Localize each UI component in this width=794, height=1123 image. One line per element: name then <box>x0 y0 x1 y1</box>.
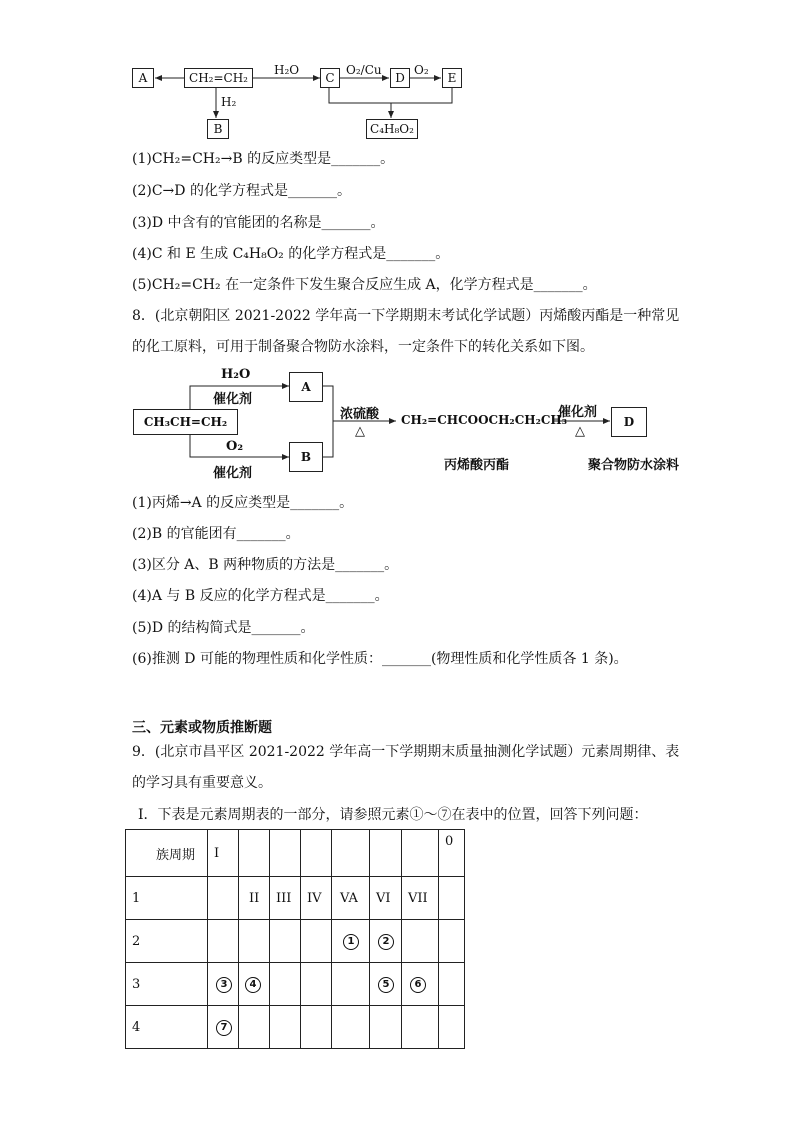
element-marker: 7 <box>216 1020 232 1036</box>
element-marker: 5 <box>378 977 394 993</box>
q9-stem-line2: 的学习具有重要意义。 <box>132 775 272 791</box>
table-cell <box>208 877 239 920</box>
node-ethylene: CH₂=CH₂ <box>184 68 253 88</box>
header-cell: 0 <box>439 830 465 877</box>
period-cell: 1 <box>126 877 208 920</box>
table-cell <box>439 1006 465 1049</box>
table-cell <box>301 963 332 1006</box>
header-cell <box>332 830 370 877</box>
table-cell <box>270 963 301 1006</box>
label-catalyst-3: 催化剂 <box>558 405 598 420</box>
element-marker: 4 <box>245 977 261 993</box>
label-heat-2: △ <box>575 424 585 439</box>
table-cell <box>439 877 465 920</box>
header-cell <box>402 830 439 877</box>
table-cell <box>270 920 301 963</box>
table-row <box>126 1006 465 1049</box>
table-cell: VII <box>402 877 439 920</box>
table-cell: III <box>270 877 301 920</box>
label-conc-sulfuric-acid: 浓硫酸 <box>340 407 380 422</box>
table-cell <box>208 920 239 963</box>
q7-item-3: (3)D 中含有的官能团的名称是_______。 <box>132 215 385 231</box>
q7-item-1: (1)CH₂=CH₂→B 的反应类型是_______。 <box>132 151 395 167</box>
node-c: C <box>320 68 340 88</box>
label-polymer-coating: 聚合物防水涂料 <box>588 458 680 473</box>
label-catalyst-1: 催化剂 <box>213 392 253 407</box>
table-cell <box>370 1006 402 1049</box>
table-cell <box>270 1006 301 1049</box>
element-marker: 6 <box>410 977 426 993</box>
label-catalyst-2: 催化剂 <box>213 466 253 481</box>
element-marker: 3 <box>216 977 232 993</box>
table-row <box>126 963 465 1006</box>
table-cell: II <box>239 877 270 920</box>
period-cell: 2 <box>126 920 208 963</box>
label-h2: H₂ <box>221 95 237 109</box>
label-heat-1: △ <box>355 424 365 439</box>
label-h2o: H₂O <box>274 63 300 77</box>
table-cell <box>402 963 439 1006</box>
table-cell <box>301 920 332 963</box>
table-cell <box>301 1006 332 1049</box>
q8-stem-line2: 的化工原料，可用于制备聚合物防水涂料，一定条件下的转化关系如下图。 <box>132 339 594 355</box>
label-ester-formula: CH₂=CHCOOCH₂CH₂CH₃ <box>401 413 567 427</box>
table-cell: VI <box>370 877 402 920</box>
q8-item-4: (4)A 与 B 反应的化学方程式是_______。 <box>132 588 389 604</box>
node-d: D <box>390 68 410 88</box>
table-cell <box>402 1006 439 1049</box>
header-cell: 族周期 <box>126 830 208 877</box>
table-cell <box>370 920 402 963</box>
label-h2o-8: H₂O <box>221 367 251 382</box>
q7-item-2: (2)C→D 的化学方程式是_______。 <box>132 183 351 199</box>
header-cell <box>301 830 332 877</box>
table-cell <box>239 1006 270 1049</box>
table-cell <box>332 1006 370 1049</box>
q8-item-6: (6)推测 D 可能的物理性质和化学性质：_______(物理性质和化学性质各 1 条)。 <box>132 651 628 667</box>
table-cell <box>402 920 439 963</box>
table-cell <box>332 920 370 963</box>
section-title: 三、元素或物质推断题 <box>132 720 272 736</box>
q8-item-1: (1)丙烯→A 的反应类型是_______。 <box>132 495 354 511</box>
table-cell: VA <box>332 877 370 920</box>
label-o2: O₂ <box>414 63 429 77</box>
table-cell <box>239 920 270 963</box>
periodic-table <box>125 829 465 1049</box>
period-cell: 4 <box>126 1006 208 1049</box>
node-e: E <box>442 68 462 88</box>
q8-item-3: (3)区分 A、B 两种物质的方法是_______。 <box>132 557 399 573</box>
label-o2-cu: O₂/Cu <box>346 63 382 77</box>
table-cell <box>370 963 402 1006</box>
table-row <box>126 877 465 920</box>
node-propene: CH₃CH=CH₂ <box>133 409 238 435</box>
label-propyl-acrylate: 丙烯酸丙酯 <box>444 458 510 473</box>
node-b-8: B <box>289 442 323 472</box>
node-c4h8o2: C₄H₈O₂ <box>366 119 418 139</box>
table-cell <box>439 920 465 963</box>
header-cell <box>270 830 301 877</box>
period-cell: 3 <box>126 963 208 1006</box>
header-cell <box>239 830 270 877</box>
element-marker: 1 <box>343 934 359 950</box>
table-row <box>126 920 465 963</box>
header-cell <box>370 830 402 877</box>
element-marker: 2 <box>378 934 394 950</box>
label-o2-8: O₂ <box>226 439 244 454</box>
node-b: B <box>207 119 229 139</box>
table-cell: IV <box>301 877 332 920</box>
q9-stem-line1: 9．(北京市昌平区 2021-2022 学年高一下学期期末质量抽测化学试题）元素周期律、表 <box>132 744 680 760</box>
table-cell <box>439 963 465 1006</box>
table-cell <box>208 963 239 1006</box>
q8-item-5: (5)D 的结构简式是_______。 <box>132 620 315 636</box>
header-cell: I <box>208 830 239 877</box>
table-cell <box>208 1006 239 1049</box>
q8-stem-line1: 8．(北京朝阳区 2021-2022 学年高一下学期期末考试化学试题）丙烯酸丙酯是一种常见 <box>132 308 680 324</box>
q9-part1-instruction: Ⅰ．下表是元素周期表的一部分，请参照元素①～⑦在表中的位置，回答下列问题： <box>138 807 648 823</box>
node-d-8: D <box>611 407 647 437</box>
table-cell <box>239 963 270 1006</box>
table-cell <box>332 963 370 1006</box>
node-a: A <box>132 68 154 88</box>
node-a-8: A <box>289 372 323 402</box>
q7-item-5: (5)CH₂=CH₂ 在一定条件下发生聚合反应生成 A，化学方程式是_______。 <box>132 277 597 293</box>
table-header-row <box>126 830 465 877</box>
q8-item-2: (2)B 的官能团有_______。 <box>132 526 300 542</box>
q7-item-4: (4)C 和 E 生成 C₄H₈O₂ 的化学方程式是_______。 <box>132 246 450 262</box>
